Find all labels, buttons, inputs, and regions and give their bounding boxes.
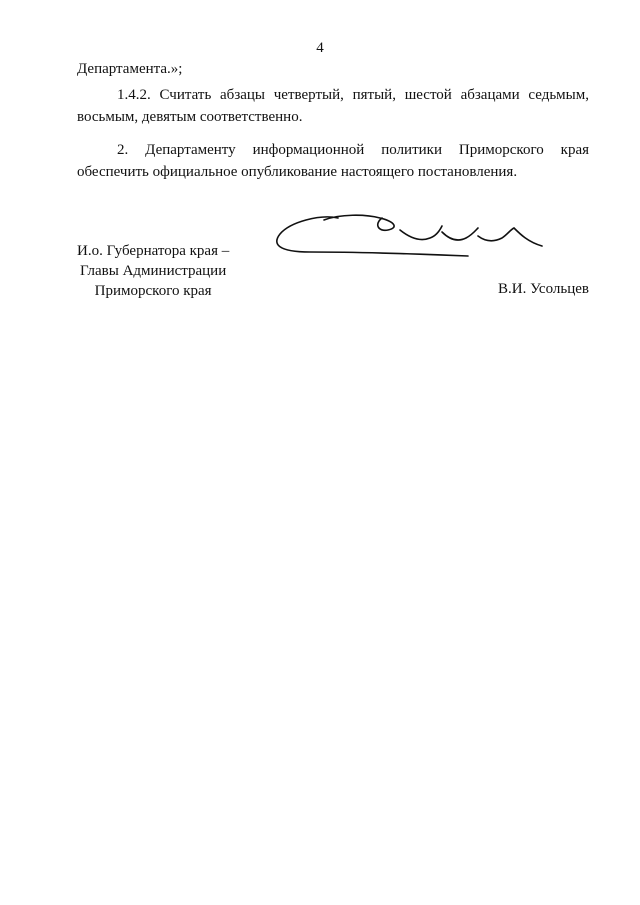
page-number: 4 — [316, 40, 324, 56]
signatory-title-line-1: И.о. Губернатора края – — [77, 243, 230, 259]
paragraph-continuation: Департамента.»; — [77, 61, 183, 77]
paragraph-2: 2. Департаменту информационной политики Приморского края обеспечить официальное опубликование настоящего постановления. — [77, 142, 589, 180]
signatory-title-line-2: Главы Администрации — [79, 263, 227, 279]
signatory-title-line-3: Приморского края — [94, 283, 212, 299]
signatory-name: В.И. Усольцев — [498, 281, 589, 297]
signatory-title — [77, 241, 229, 301]
paragraph-1-4-2: 1.4.2. Считать абзацы четвертый, пятый, шестой абзацами седьмым, восьмым, девятым соответственно. — [77, 87, 589, 125]
handwritten-signature-icon — [270, 208, 550, 268]
